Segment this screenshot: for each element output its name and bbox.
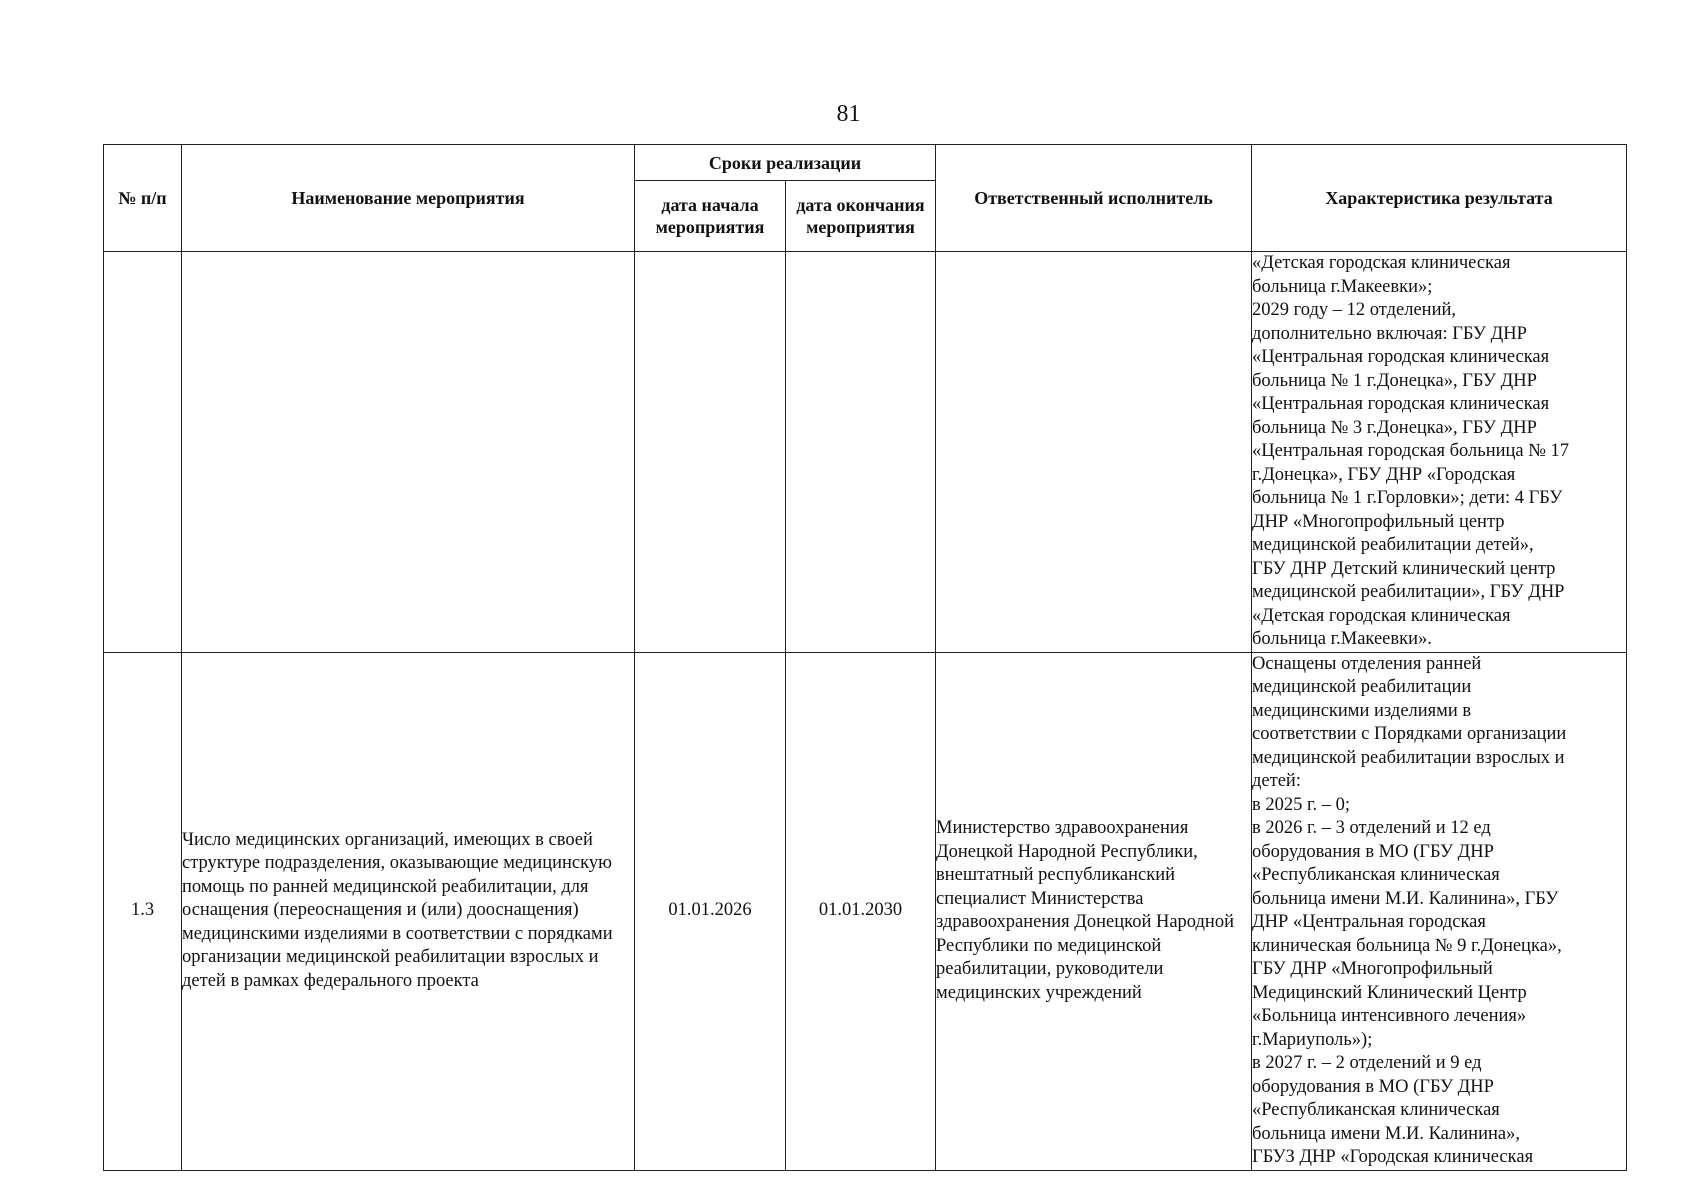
cell-activity-name xyxy=(182,252,635,653)
header-responsible: Ответственный исполнитель xyxy=(936,145,1252,252)
activities-table xyxy=(103,144,1627,1171)
page-number: 81 xyxy=(836,101,861,127)
cell-responsible xyxy=(936,252,1252,653)
table-row-continuation xyxy=(104,252,1627,653)
table-row-1-3 xyxy=(104,652,1627,1170)
cell-number xyxy=(104,252,182,653)
cell-start-date xyxy=(635,252,786,653)
cell-result: «Детская городская клиническая больница г.Макеевки»; 2029 году – 12 отделений, дополнительно включая: ГБУ ДНР «Центральная городская клиническая больница № 1 г.Донецка», ГБУ ДНР «Центральная городская клиническая больница № 3 г.Донецка», ГБУ ДНР «Центральная городская больница № 17 г.Донецка», ГБУ ДНР «Городская больница № 1 г.Горловки»; дети: 4 ГБУ ДНР «Многопрофильный центр медицинской реабилитации детей», ГБУ ДНР Детский клинический центр медицинской реабилитации», ГБУ ДНР «Детская городская клиническая больница г.Макеевки». xyxy=(1252,252,1627,653)
header-start-date: дата начала мероприятия xyxy=(635,181,786,252)
table-header xyxy=(104,145,1627,252)
header-terms-group: Сроки реализации xyxy=(635,145,936,181)
header-activity-name: Наименование мероприятия xyxy=(182,145,635,252)
cell-start-date: 01.01.2026 xyxy=(635,652,786,1170)
cell-end-date xyxy=(786,252,936,653)
header-number: № п/п xyxy=(104,145,182,252)
cell-result: Оснащены отделения ранней медицинской реабилитации медицинскими изделиями в соответствии с Порядками организации медицинской реабилитации взрослых и детей: в 2025 г. – 0; в 2026 г. – 3 отделений и 12 ед оборудования в МО (ГБУ ДНР «Республиканская клиническая больница имени М.И. Калинина», ГБУ ДНР «Центральная городская клиническая больница № 9 г.Донецка», ГБУ ДНР «Многопрофильный Медицинский Клинический Центр «Больница интенсивного лечения» г.Мариуполь»); в 2027 г. – 2 отделений и 9 ед оборудования в МО (ГБУ ДНР «Республиканская клиническая больница имени М.И. Калинина», ГБУЗ ДНР «Городская клиническая xyxy=(1252,652,1627,1170)
cell-activity-name: Число медицинских организаций, имеющих в своей структуре подразделения, оказывающие медицинскую помощь по ранней медицинской реабилитации, для оснащения (переоснащения и (или) дооснащения) медицинскими изделиями в соответствии с порядками организации медицинской реабилитации взрослых и детей в рамках федерального проекта xyxy=(182,652,635,1170)
cell-responsible: Министерство здравоохранения Донецкой Народной Республики, внештатный республиканский специалист Министерства здравоохранения Донецкой Народной Республики по медицинской реабилитации, руководители медицинских учреждений xyxy=(936,652,1252,1170)
cell-number: 1.3 xyxy=(104,652,182,1170)
cell-end-date: 01.01.2030 xyxy=(786,652,936,1170)
header-result: Характеристика результата xyxy=(1252,145,1627,252)
header-end-date: дата окончания мероприятия xyxy=(786,181,936,252)
